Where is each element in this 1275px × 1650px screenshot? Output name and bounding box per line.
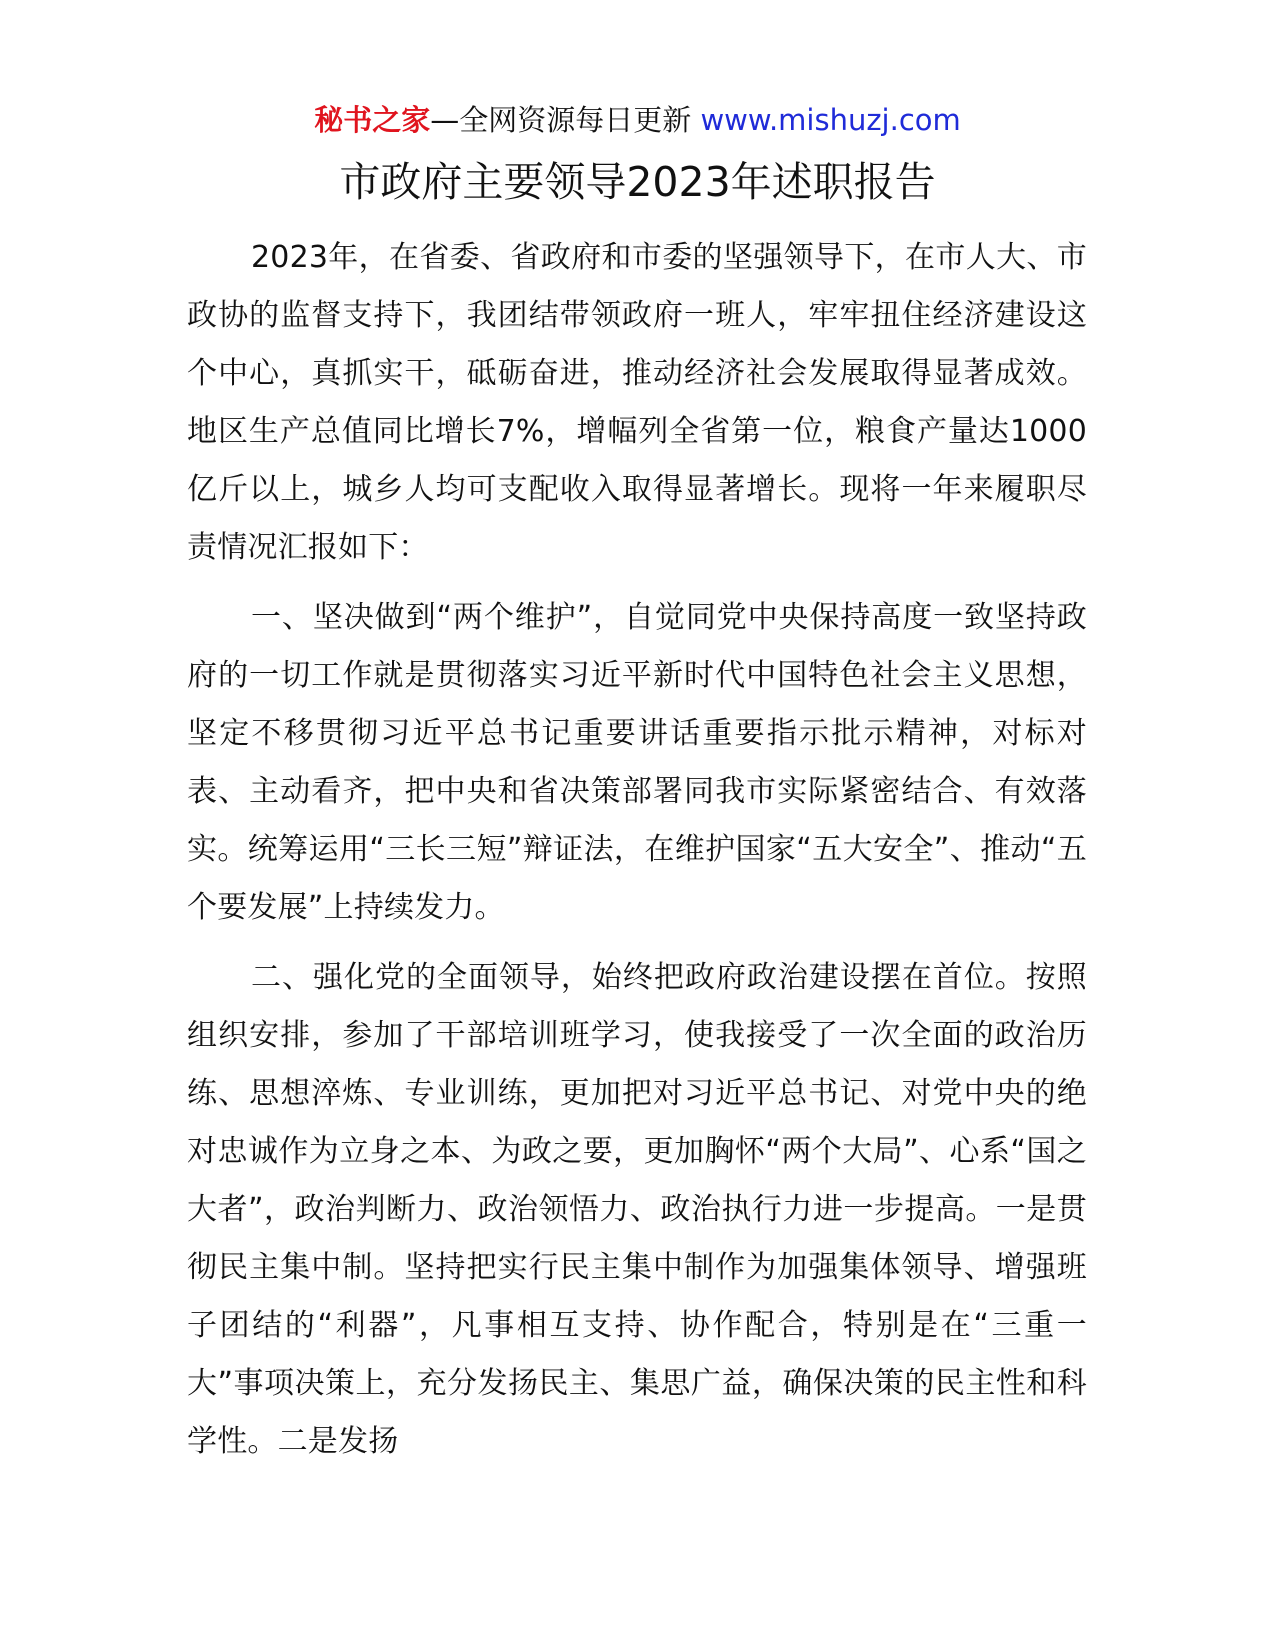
site-url-link[interactable]: www.mishuzj.com (700, 103, 961, 137)
site-header (0, 100, 1275, 140)
paragraph-section-one: 一、坚决做到“两个维护”，自觉同党中央保持高度一致坚持政府的一切工作就是贯彻落实习近平新时代中国特色社会主义思想，坚定不移贯彻习近平总书记重要讲话重要指示批示精神，对标对表、主动看齐，把中央和省决策部署同我市实际紧密结合、有效落实。统筹运用“三长三短”辩证法，在维护国家“五大安全”、推动“五个要发展”上持续发力。 (187, 600, 1087, 925)
brand-name: 秘书之家 (314, 103, 431, 137)
paragraph-section-two: 二、强化党的全面领导，始终把政府政治建设摆在首位。按照组织安排，参加了干部培训班学习，使我接受了一次全面的政治历练、思想淬炼、专业训练，更加把对习近平总书记、对党中央的绝对忠诚作为立身之本、为政之要，更加胸怀“两个大局”、心系“国之大者”，政治判断力、政治领悟力、政治执行力进一步提高。一是贯彻民主集中制。坚持把实行民主集中制作为加强集体领导、增强班子团结的“利器”，凡事相互支持、协作配合，特别是在“三重一大”事项决策上，充分发扬民主、集思广益，确保决策的民主性和科学性。二是发扬 (187, 960, 1087, 1459)
document-body (187, 229, 1087, 1483)
document-title: 市政府主要领导2023年述职报告 (339, 158, 936, 206)
paragraph-intro: 2023年，在省委、省政府和市委的坚强领导下，在市人大、市政协的监督支持下，我团结带领政府一班人，牢牢扭住经济建设这个中心，真抓实干，砥砺奋进，推动经济社会发展取得显著成效。地区生产总值同比增长7%，增幅列全省第一位，粮食产量达1000亿斤以上，城乡人均可支配收入取得显著增长。现将一年来履职尽责情况汇报如下： (187, 240, 1087, 565)
header-tagline: —全网资源每日更新 (430, 103, 701, 137)
